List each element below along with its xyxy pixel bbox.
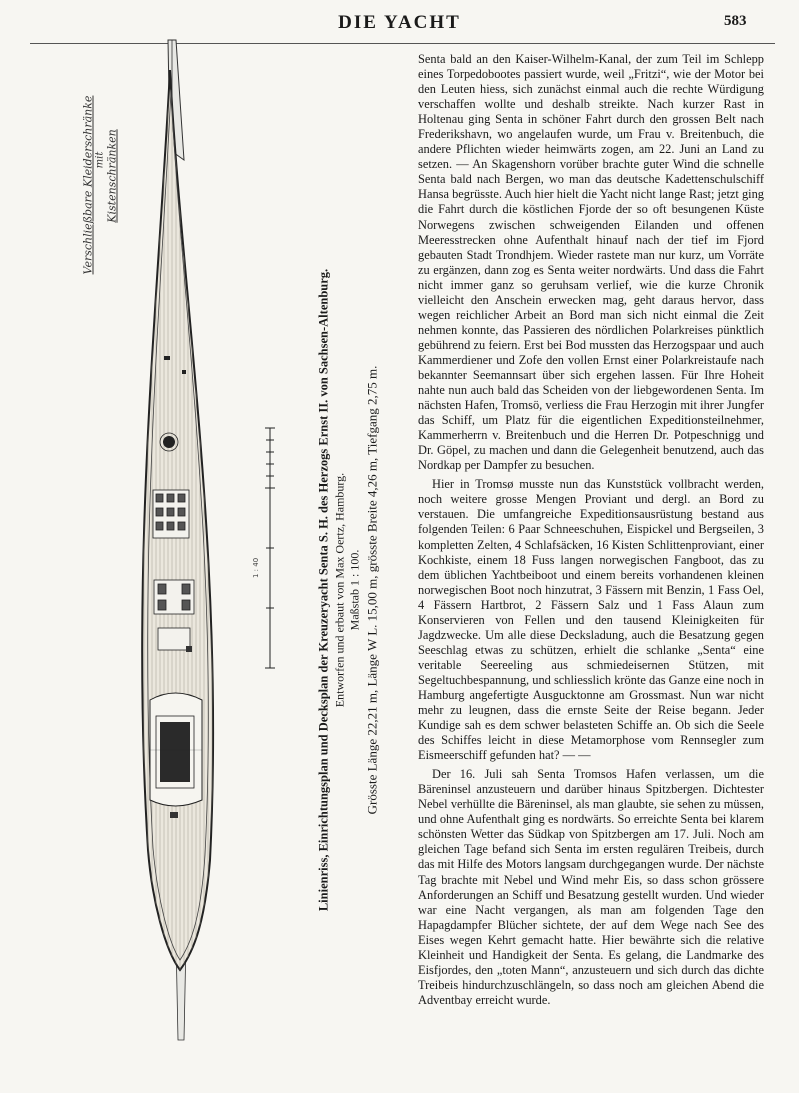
article-body	[418, 52, 764, 1008]
hatch	[158, 628, 190, 650]
paragraph: Hier in Tromsø musste nun das Kunststück vollbracht werden, noch weitere grosse Mengen Proviant und dergl. an Bord zu verstauen. Die umfangreiche Expeditionsausrüstung bestand aus folgenden Teilen: 6 Paar Schneeschuhen, Eispickel und Bergseilen, 3 kompletten Zelten, 4 Schlafsäcken, 16 Kisten Schlittenproviant, einer Kochkiste, einem 18 Fuss langen norwegischen Fangboot, das zu dem üblichen Yachtbeiboot und einem bereits vorhandenen kleinen norwegischen Boot noch hinzutrat, 3 Fässern mit Benzin, 1 Fass Oel, 4 Fässern Hartbrot, 2 Fässern Salz und 1 Fass Alaun zum Konservieren von Fellen und den tausend Kleinigkeiten für Jagdzwecke. Um alle diese Decksladung, auch die Besatzung gegen Seeschlag etwas zu schützen, erhielt die schlanke „Senta“ eine veritable Seereeling aus schmiedeisernen Stützen, mit Segeltuchbespannung, und schliesslich krönte das Ganze eine noch in Hamburg angefertigte Ausgucktonne am Grossmast. Nun war nicht mehr zu leugnen, dass die ernste Seite der Reise begann. Jeder Kundige sah es dem schwer belasteten Schiffe an. Ob sich die Seele des Schiffes leicht in diese Metamorphose vom Rennsegler zum Eismeerschiff gefunden hat? — —	[418, 477, 764, 763]
caption-title: Linienriss, Einrichtungsplan und Decksplan der Kreuzeryacht Senta S. H. des Herzogs Ernst II. von Sachsen-Altenburg.	[316, 268, 331, 912]
handwritten-note: Verschließbare Kleiderschränke	[81, 95, 95, 275]
caption-scale: Maßstab 1 : 100.	[347, 549, 362, 631]
figure-caption	[315, 200, 380, 980]
paragraph: Der 16. Juli sah Senta Tromsos Hafen verlassen, um die Bäreninsel anzusteuern und darüber hinaus Spitzbergen. Dichtester Nebel verhüllte die Bäreninsel, als man glaubte, sie sehen zu müssen, und ohne Aufenthalt ging es nordwärts. So erreichte Senta bei klarem schönsten Wetter das Südkap von Spitzbergen am 17. Juli. Noch am gleichen Tage befand sich Senta im ersten regulären Treibeis, durch das mit Hilfe des Motors langsam durchgegangen wurde. Der nächste Tag brachte mit Nebel und Wind mehr Eis, so dass schon grössere Anforderungen an Schiff und Besatzung gestellt wurden. Und wieder war eine Nacht vergangen, als man am folgenden Tage den Hapagdampfer Blücher sichtete, der auf dem Wege nach See des Eises wegen Kehrt gemacht hatte. Hier bewährte sich die relative Kleinheit und Handigkeit der Senta. Es gelang, die Landmarke des Eisfjordes, den „toten Mann“, anzusteuern und sich durch das dichte Treibeis hindurchzuschlängeln, so dass noch am gleichen Abend die Adventbay erreicht wurde.	[418, 767, 764, 1007]
running-header-title: DIE YACHT	[338, 12, 461, 33]
caption-designer: Entworfen und erbaut von Max Oertz, Hamburg.	[331, 472, 346, 708]
caption-dimensions: Grösste Länge 22,21 m, Länge W L. 15,00 m, grösste Breite 4,26 m, Tiefgang 2,75 m.	[364, 365, 380, 815]
page-number: 583	[724, 13, 747, 29]
cockpit	[150, 693, 202, 806]
skylight-forward	[153, 490, 189, 538]
mast	[163, 436, 175, 448]
paragraph: Senta bald an den Kaiser-Wilhelm-Kanal, der zum Teil im Schlepp eines Torpedobootes passiert wurde, weil „Fritzi“, wie der Motor bei den Leuten hiess, sich zunächst einmal auch die rechte Würdigung verschaffen wollte und deshalb streikte. Nach kurzer Rast in Holtenau ging Senta in schöner Fahrt durch den grossen Belt nach Frederikshavn, wo angelaufen wurde, um Frau v. Breitenbuch, die andere Pflichten wieder heimwärts zogen, am 22. Juni an Land zu setzen. — An Skagenshorn vorüber brachte guter Wind die schnelle Senta bald nach Bergen, wo man das deutsche Kadettenschulschiff Hansa begrüsste. Auch hier hielt die Yacht nicht lange Rast; jetzt ging die Fahrt durch die köstlichen Fjorde der so oft besungenen Küste Norwegens zwischen schweigenden Eilanden und offenen Meeresstrecken ohne Aufenthalt hinauf nach der tief im Fjord gebauten Stadt Trondhjem. Wieder rastete man nur kurz, um Vorräte zu ergänzen, dann zog es Senta weiter nordwärts. Und dass die Fahrt nicht immer ganz so geruhsam verlief, wie die kurze Chronik vielleicht den Anschein erwecken mag, geht daraus hervor, dass wegen reichlicher Arbeit an Bord man sich nicht einmal die Zeit nehmen konnte, das Passieren des nördlichen Polarkreises pünktlich gebührend zu feiern. Erst bei Bod mussten das Herzogspaar und auch Kammerdiener und Zofe den vollen Ernst einer Polarkreistaufe nach bekannter Seemannsart über sich ergehen lassen. Für Ihre Hoheit nahte nun auch bald das Scheiden von der liebgewordenen Senta. Im nächsten Hafen, Tromsö, verliess die Frau Herzogin mit ihrer Jungfer das Schiff, um Platz für die eigentlichen Expeditionsteilnehmer, Kammerherrn v. Breitenbuch und die Herren Dr. Potpeschnigg und Dr. Göpel, zu machen und dann die Gelegenheit benutzend, auch das Nordkap per Dampfer zu besuchen.	[418, 52, 764, 473]
handwritten-note-3: Kistenschränken	[105, 129, 119, 223]
handwritten-note-2: mit	[94, 151, 106, 169]
scale-note: 1 : 40	[252, 557, 260, 578]
skylight-midship	[154, 580, 194, 614]
scale-bar	[265, 428, 275, 668]
